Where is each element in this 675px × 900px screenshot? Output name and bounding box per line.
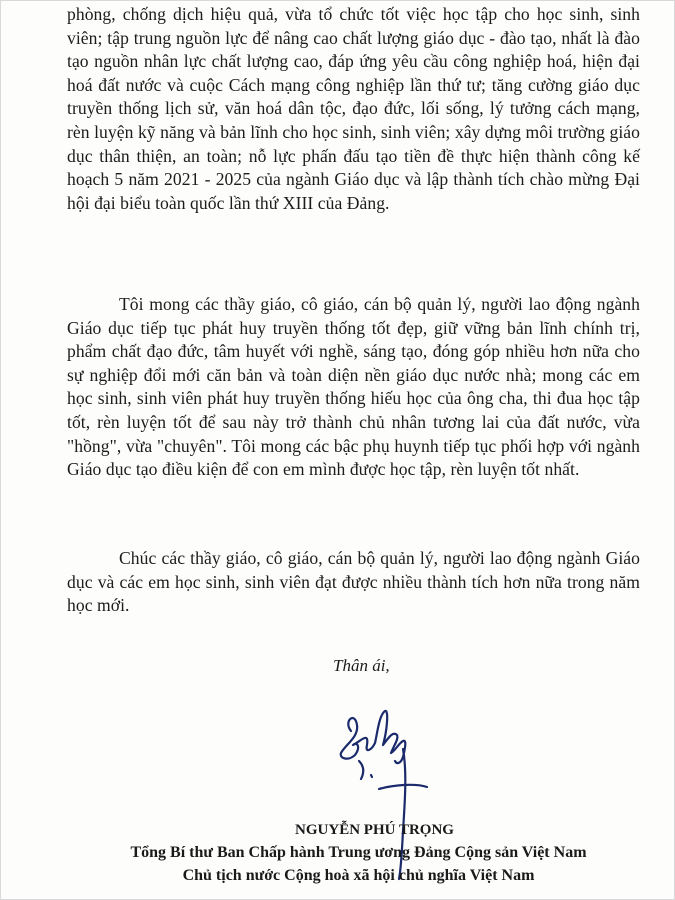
- closing-greeting: Thân ái,: [333, 656, 390, 675]
- signer-title-state: Chủ tịch nước Cộng hoà xã hội chủ nghĩa Việt Nam: [182, 867, 535, 884]
- paragraph-1: phòng, chống dịch hiệu quả, vừa tổ chức tốt việc học tập cho học sinh, sinh viên; tập trung nguồn lực để nâng cao chất lượng giáo dục - đào tạo, nhất là đào tạo nguồn nhân lực chất lượng cao, đáp ứng yêu cầu công nghiệp hoá, hiện đại hoá đất nước và cuộc Cách mạng công nghiệp lần thứ tư; tăng cường giáo dục truyền thống lịch sử, văn hoá dân tộc, đạo đức, lối sống, lý tưởng cách mạng, rèn luyện kỹ năng và bản lĩnh cho học sinh, sinh viên; xây dựng môi trường giáo dục thân thiện, an toàn; nỗ lực phấn đấu tạo tiền đề thực hiện thành công kế hoạch 5 năm 2021 - 2025 của ngành Giáo dục và lập thành tích chào mừng Đại hội đại biểu toàn quốc lần thứ XIII của Đảng.: [67, 4, 640, 213]
- paragraph-3: Chúc các thầy giáo, cô giáo, cán bộ quản lý, người lao động ngành Giáo dục và các em học sinh, sinh viên đạt được nhiều thành tích hơn nữa trong năm học mới.: [67, 548, 640, 616]
- signer-name: NGUYỄN PHÚ TRỌNG: [295, 822, 454, 838]
- signer-title-party: Tổng Bí thư Ban Chấp hành Trung ương Đảng Cộng sản Việt Nam: [130, 844, 587, 861]
- paragraph-2: Tôi mong các thầy giáo, cô giáo, cán bộ quản lý, người lao động ngành Giáo dục tiếp tục phát huy truyền thống tốt đẹp, giữ vững bản lĩnh chính trị, phẩm chất đạo đức, tâm huyết với nghề, sáng tạo, đóng góp nhiều hơn nữa cho sự nghiệp đổi mới căn bản và toàn diện nền giáo dục nước nhà; mong các em học sinh, sinh viên phát huy truyền thống hiếu học của ông cha, thi đua học tập tốt, rèn luyện tốt để sau này trở thành chủ nhân tương lai của đất nước, vừa "hồng", vừa "chuyên". Tôi mong các bậc phụ huynh tiếp tục phối hợp với ngành Giáo dục tạo điều kiện để con em mình được học tập, rèn luyện tốt nhất.: [67, 294, 640, 480]
